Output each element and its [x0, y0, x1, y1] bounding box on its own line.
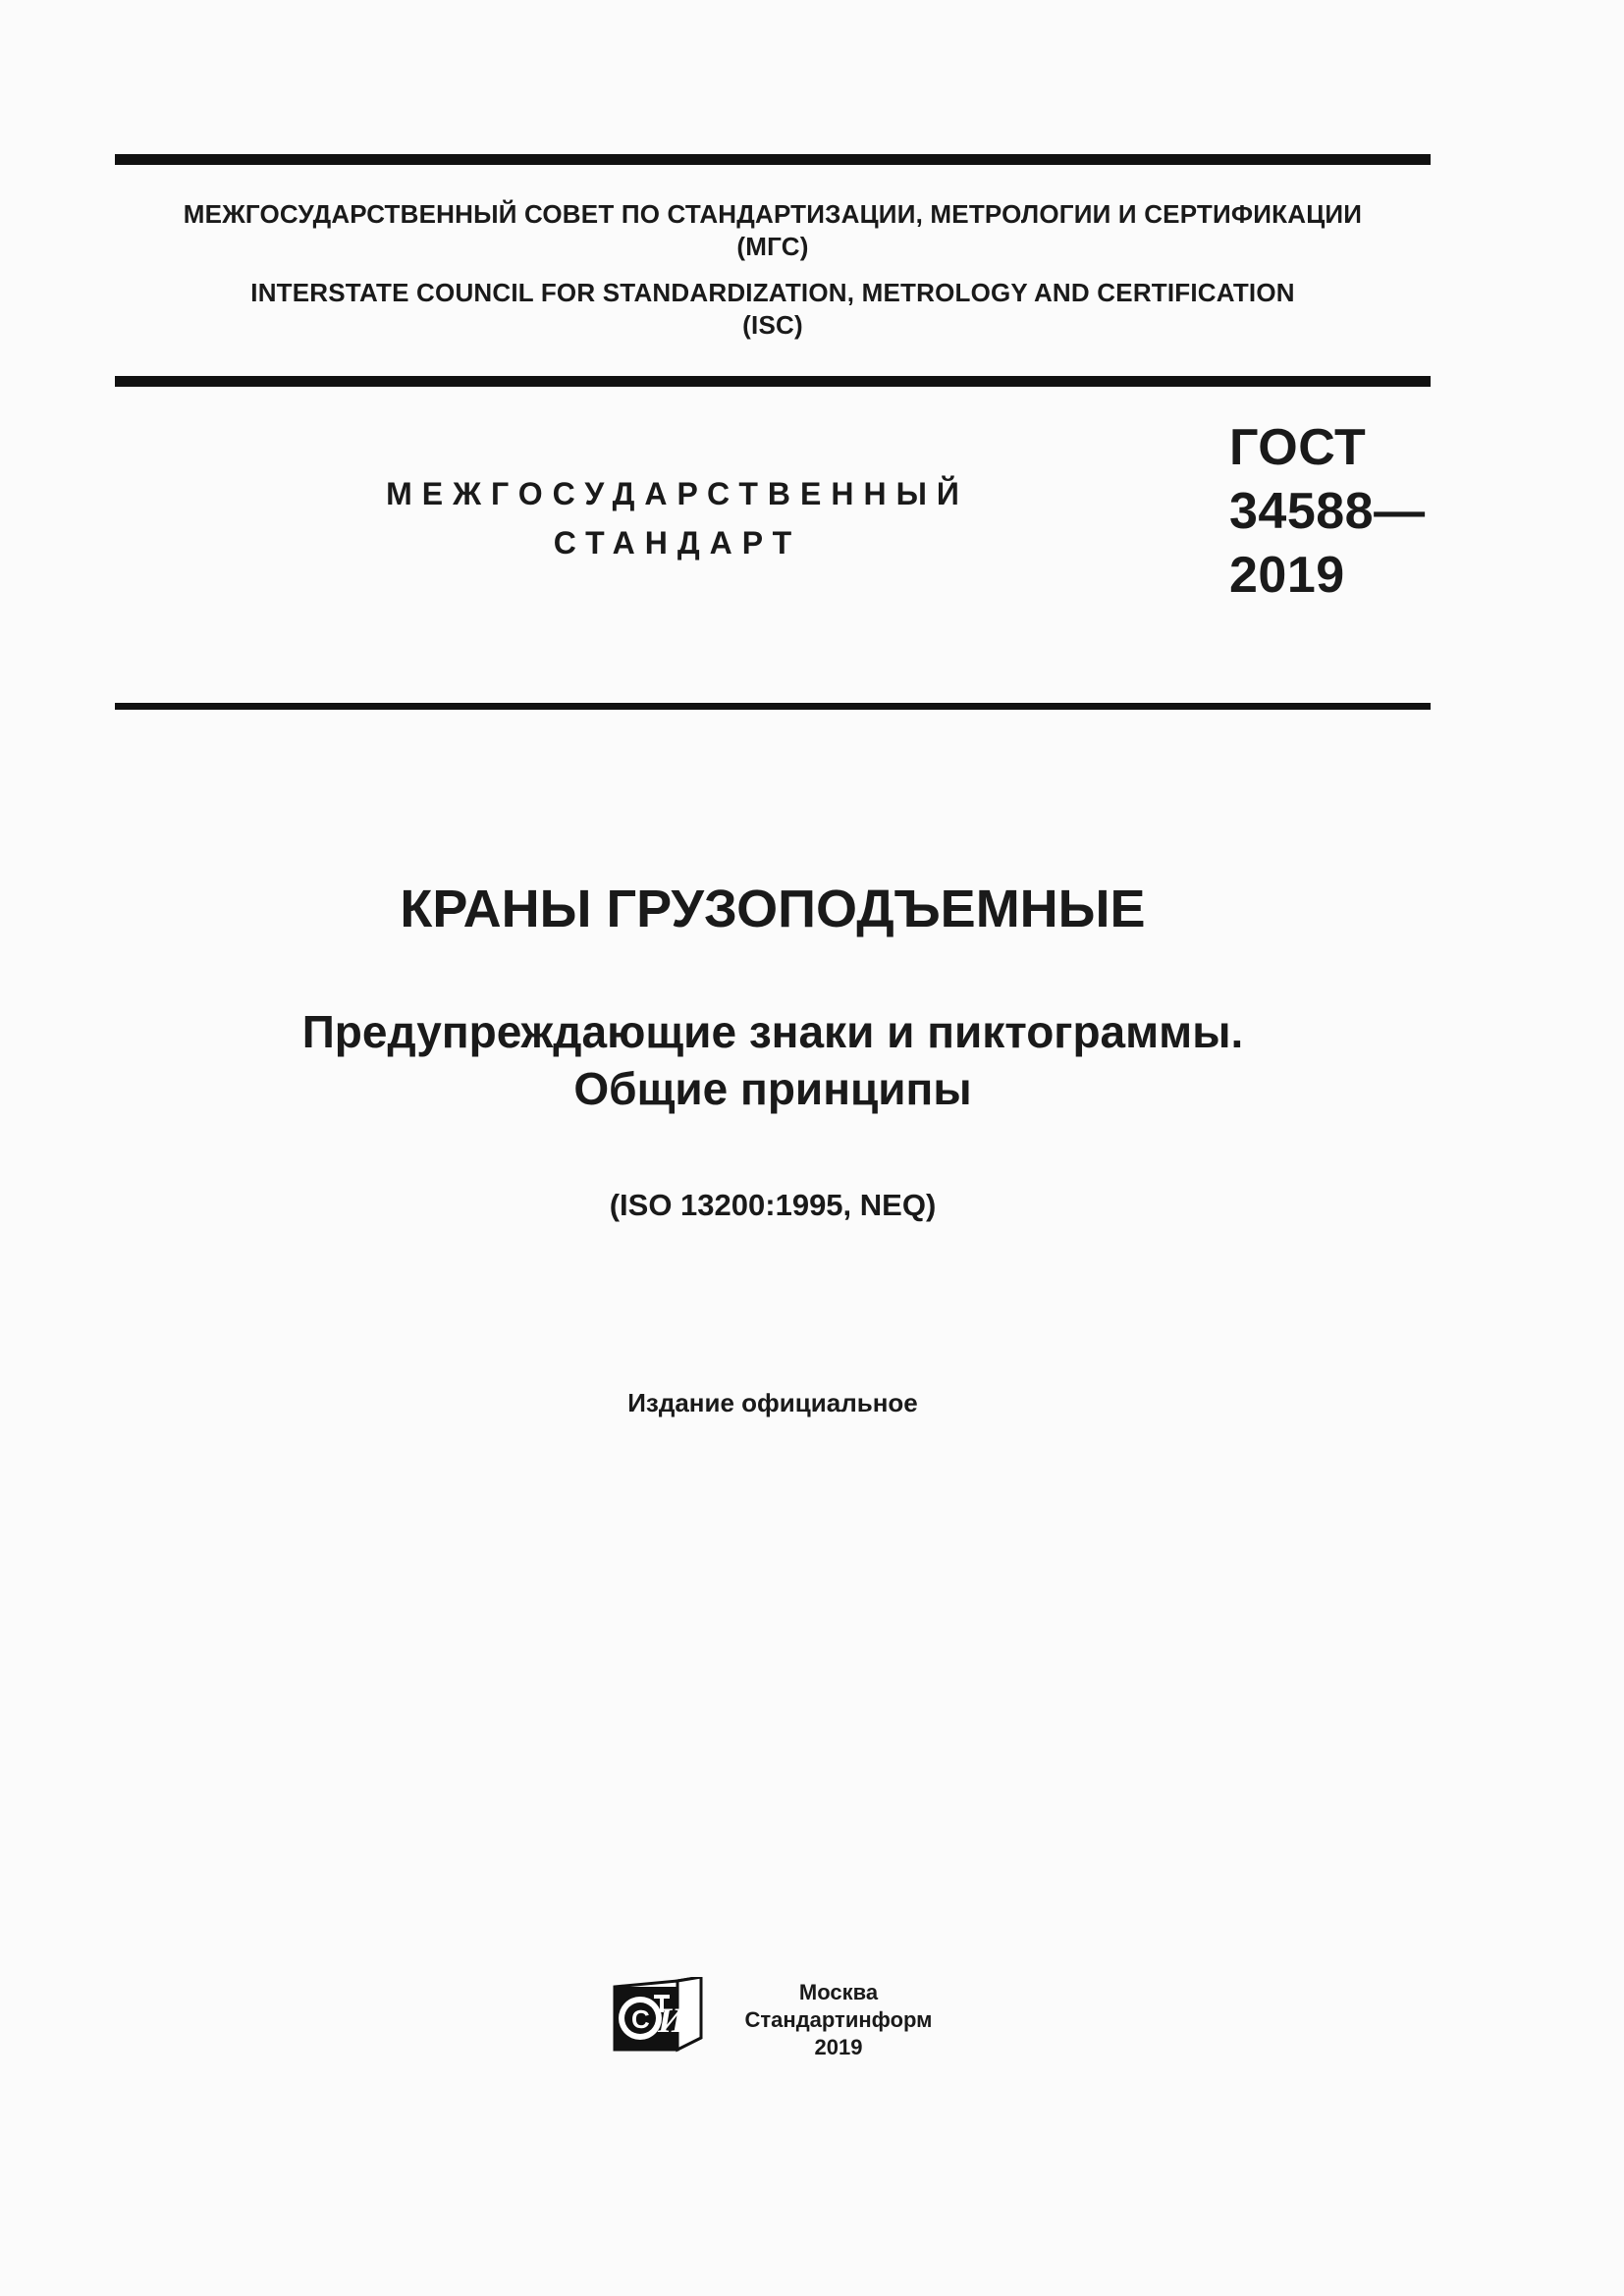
publisher-info — [721, 1979, 956, 2061]
publisher-city: Москва — [798, 1980, 879, 2004]
iso-reference: (ISO 13200:1995, NEQ) — [609, 1188, 937, 1222]
top-rule — [115, 154, 1431, 165]
council-en — [115, 277, 1431, 342]
council-en-line1: INTERSTATE COUNCIL FOR STANDARDIZATION, METROLOGY AND CERTIFICATION — [250, 278, 1295, 307]
standard-type-line2: СТАНДАРТ — [553, 525, 802, 561]
document-title: КРАНЫ ГРУЗОПОДЪЕМНЫЕ — [400, 880, 1146, 938]
council-en-line2: (ISC) — [742, 310, 803, 340]
council-ru — [115, 198, 1431, 263]
document-subtitle — [115, 1003, 1431, 1117]
publisher-year: 2019 — [814, 2035, 863, 2059]
publisher-name: Стандартинформ — [744, 2007, 933, 2032]
lower-rule — [115, 703, 1431, 710]
gost-designation — [1229, 416, 1426, 608]
gost-number: 34588— — [1229, 483, 1426, 540]
standard-type — [295, 469, 1060, 567]
council-ru-line2: (МГС) — [736, 232, 809, 261]
edition-note: Издание официальное — [627, 1388, 918, 1417]
middle-rule — [115, 376, 1431, 387]
standartinform-logo-icon — [611, 1977, 705, 2054]
gost-prefix: ГОСТ — [1229, 419, 1367, 476]
svg-text:И: И — [658, 2001, 686, 2040]
subtitle-line2: Общие принципы — [573, 1063, 972, 1114]
council-ru-line1: МЕЖГОСУДАРСТВЕННЫЙ СОВЕТ ПО СТАНДАРТИЗАЦИИ, МЕТРОЛОГИИ И СЕРТИФИКАЦИИ — [183, 199, 1363, 229]
subtitle-line1: Предупреждающие знаки и пиктограммы. — [301, 1006, 1244, 1057]
standard-type-line1: МЕЖГОСУДАРСТВЕННЫЙ — [386, 476, 969, 511]
gost-year: 2019 — [1229, 547, 1345, 604]
svg-text:С: С — [631, 2004, 650, 2034]
